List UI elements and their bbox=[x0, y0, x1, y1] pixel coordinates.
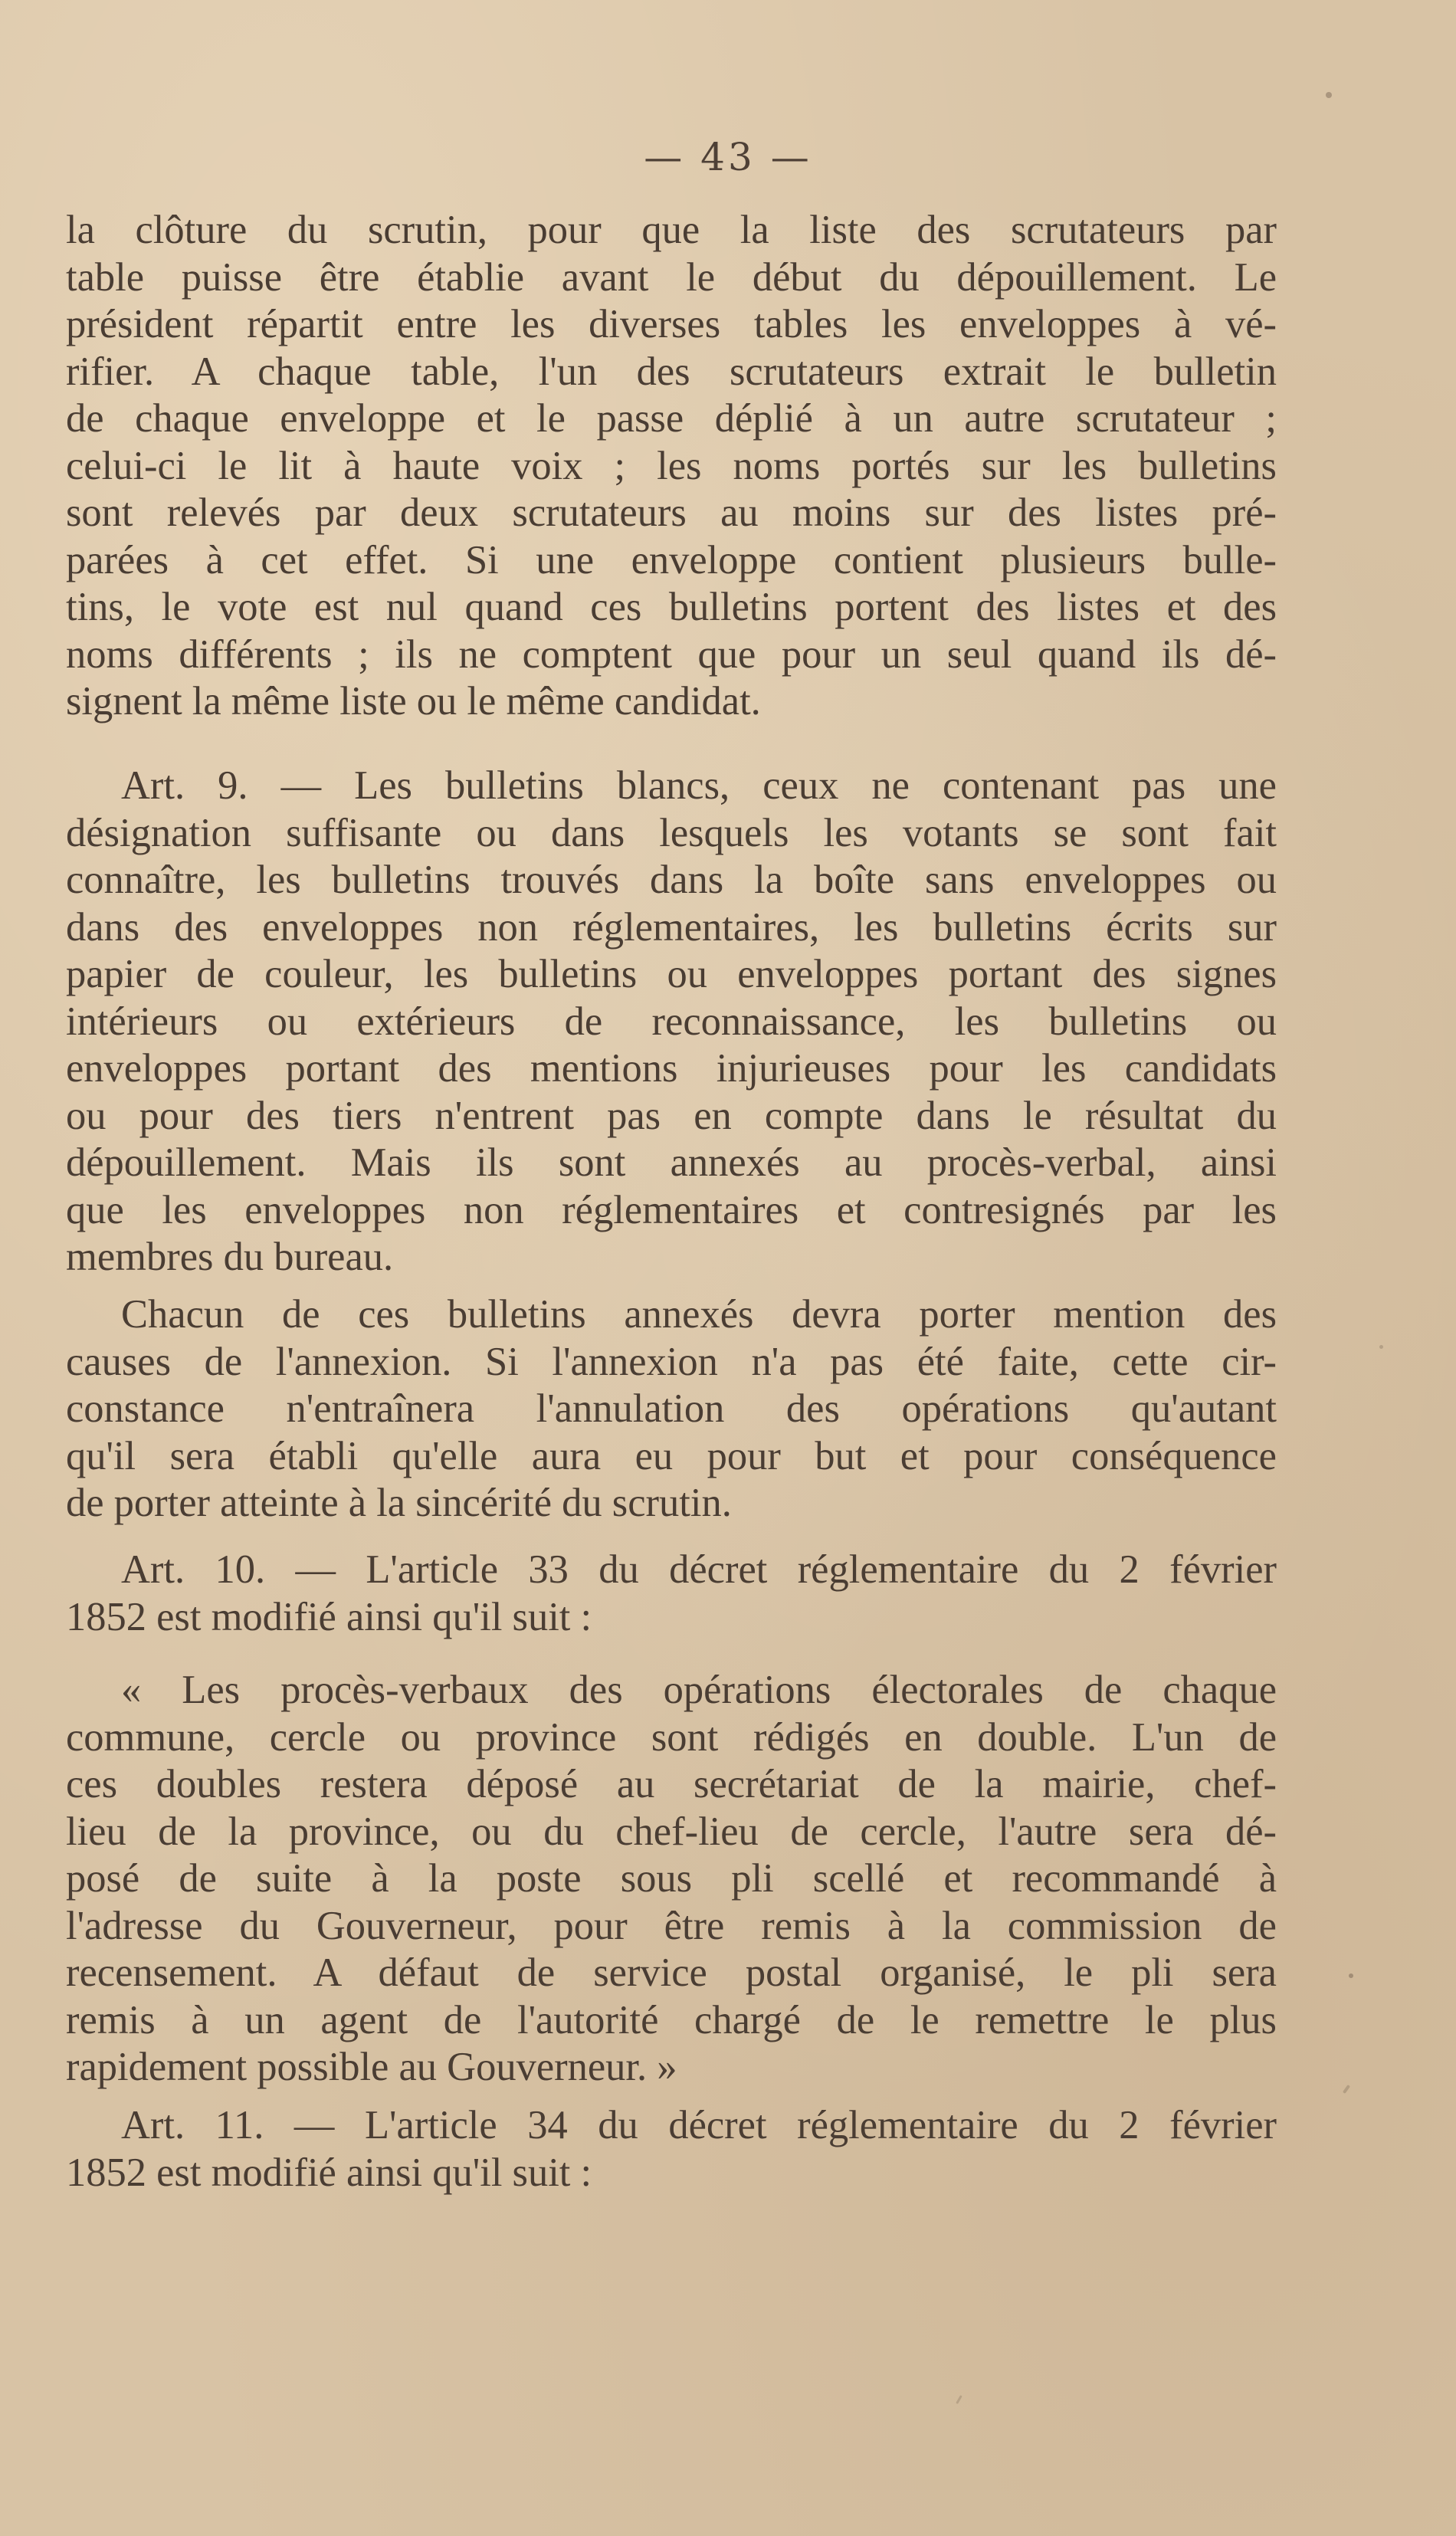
text-line: recensement. A défaut de service postal organisé, le pli sera bbox=[66, 1950, 1277, 1995]
text-line: ou pour des tiers n'entrent pas en compte dans le résultat du bbox=[66, 1093, 1277, 1138]
text-line: dans des enveloppes non réglementaires, les bulletins écrits sur bbox=[66, 904, 1277, 950]
text-line: rifier. A chaque table, l'un des scrutateurs extrait le bulletin bbox=[66, 349, 1277, 394]
text-line: enveloppes portant des mentions injurieuses pour les candidats bbox=[66, 1046, 1277, 1091]
text-line: constance n'entraînera l'annulation des opérations qu'autant bbox=[66, 1386, 1277, 1431]
text-line: Chacun de ces bulletins annexés devra porter mention des bbox=[121, 1292, 1277, 1337]
text-line: noms différents ; ils ne comptent que pour un seul quand ils dé- bbox=[66, 632, 1277, 677]
text-line: celui-ci le lit à haute voix ; les noms portés sur les bulletins bbox=[66, 443, 1277, 488]
paper-speck bbox=[1349, 1973, 1353, 1978]
text-line: l'adresse du Gouverneur, pour être remis à la commission de bbox=[66, 1903, 1277, 1948]
text-line: ces doubles restera déposé au secrétariat de la mairie, chef- bbox=[66, 1762, 1277, 1806]
text-line: commune, cercle ou province sont rédigés en double. L'un de bbox=[66, 1714, 1277, 1760]
paragraph-article-10 bbox=[66, 1547, 1277, 1641]
text-line: désignation suffisante ou dans lesquels les votants se sont fait bbox=[66, 810, 1277, 855]
text-line: rapidement possible au Gouverneur. » bbox=[66, 2045, 677, 2089]
text-line: posé de suite à la poste sous pli scellé et recommandé à bbox=[66, 1856, 1277, 1901]
text-line: tins, le vote est nul quand ces bulletins portent des listes et des bbox=[66, 585, 1277, 629]
text-line: de chaque enveloppe et le passe déplié à un autre scrutateur ; bbox=[66, 396, 1277, 441]
paper-speck bbox=[1379, 1345, 1383, 1349]
paper-speck bbox=[1343, 2085, 1350, 2094]
text-line: sont relevés par deux scrutateurs au moins sur des listes pré- bbox=[66, 490, 1277, 535]
text-line: parées à cet effet. Si une enveloppe contient plusieurs bulle- bbox=[66, 537, 1277, 582]
text-line: que les enveloppes non réglementaires et contresignés par les bbox=[66, 1187, 1277, 1232]
text-line: remis à un agent de l'autorité chargé de le remettre le plus bbox=[66, 1997, 1277, 2042]
paragraph-annexion bbox=[66, 1291, 1277, 1527]
text-line: Art. 10. — L'article 33 du décret réglementaire du 2 février bbox=[121, 1547, 1277, 1592]
page-number: — 43 — bbox=[644, 135, 812, 179]
paper-speck bbox=[956, 2395, 962, 2404]
text-line: la clôture du scrutin, pour que la liste des scrutateurs par bbox=[66, 208, 1277, 252]
text-line: Art. 9. — Les bulletins blancs, ceux ne contenant pas une bbox=[121, 763, 1277, 808]
text-line: causes de l'annexion. Si l'annexion n'a pas été faite, cette cir- bbox=[66, 1339, 1277, 1384]
text-line: « Les procès-verbaux des opérations électorales de chaque bbox=[121, 1668, 1277, 1712]
text-line: qu'il sera établi qu'elle aura eu pour but et pour conséquence bbox=[66, 1433, 1277, 1478]
text-line: connaître, les bulletins trouvés dans la boîte sans enveloppes ou bbox=[66, 858, 1277, 902]
paper-speck bbox=[1326, 92, 1332, 98]
text-line: signent la même liste ou le même candidat. bbox=[66, 679, 761, 723]
text-line: Art. 11. — L'article 34 du décret réglementaire du 2 février bbox=[121, 2103, 1277, 2147]
text-line: papier de couleur, les bulletins ou enveloppes portant des signes bbox=[66, 952, 1277, 996]
text-line: président répartit entre les diverses tables les enveloppes à vé- bbox=[66, 302, 1277, 346]
text-line: 1852 est modifié ainsi qu'il suit : bbox=[66, 1594, 592, 1639]
text-line: membres du bureau. bbox=[66, 1235, 394, 1279]
paragraph-quotation bbox=[66, 1667, 1277, 2091]
paragraph-article-9 bbox=[66, 763, 1277, 1281]
text-line: 1852 est modifié ainsi qu'il suit : bbox=[66, 2150, 592, 2195]
paragraph-article-11 bbox=[66, 2102, 1277, 2196]
paragraph-continuation bbox=[66, 207, 1277, 726]
text-line: intérieurs ou extérieurs de reconnaissance, les bulletins ou bbox=[66, 999, 1277, 1044]
text-line: table puisse être établie avant le début du dépouillement. Le bbox=[66, 254, 1277, 300]
text-line: dépouillement. Mais ils sont annexés au procès-verbal, ainsi bbox=[66, 1140, 1277, 1185]
text-line: de porter atteinte à la sincérité du scrutin. bbox=[66, 1481, 732, 1525]
text-line: lieu de la province, ou du chef-lieu de cercle, l'autre sera dé- bbox=[66, 1809, 1277, 1854]
